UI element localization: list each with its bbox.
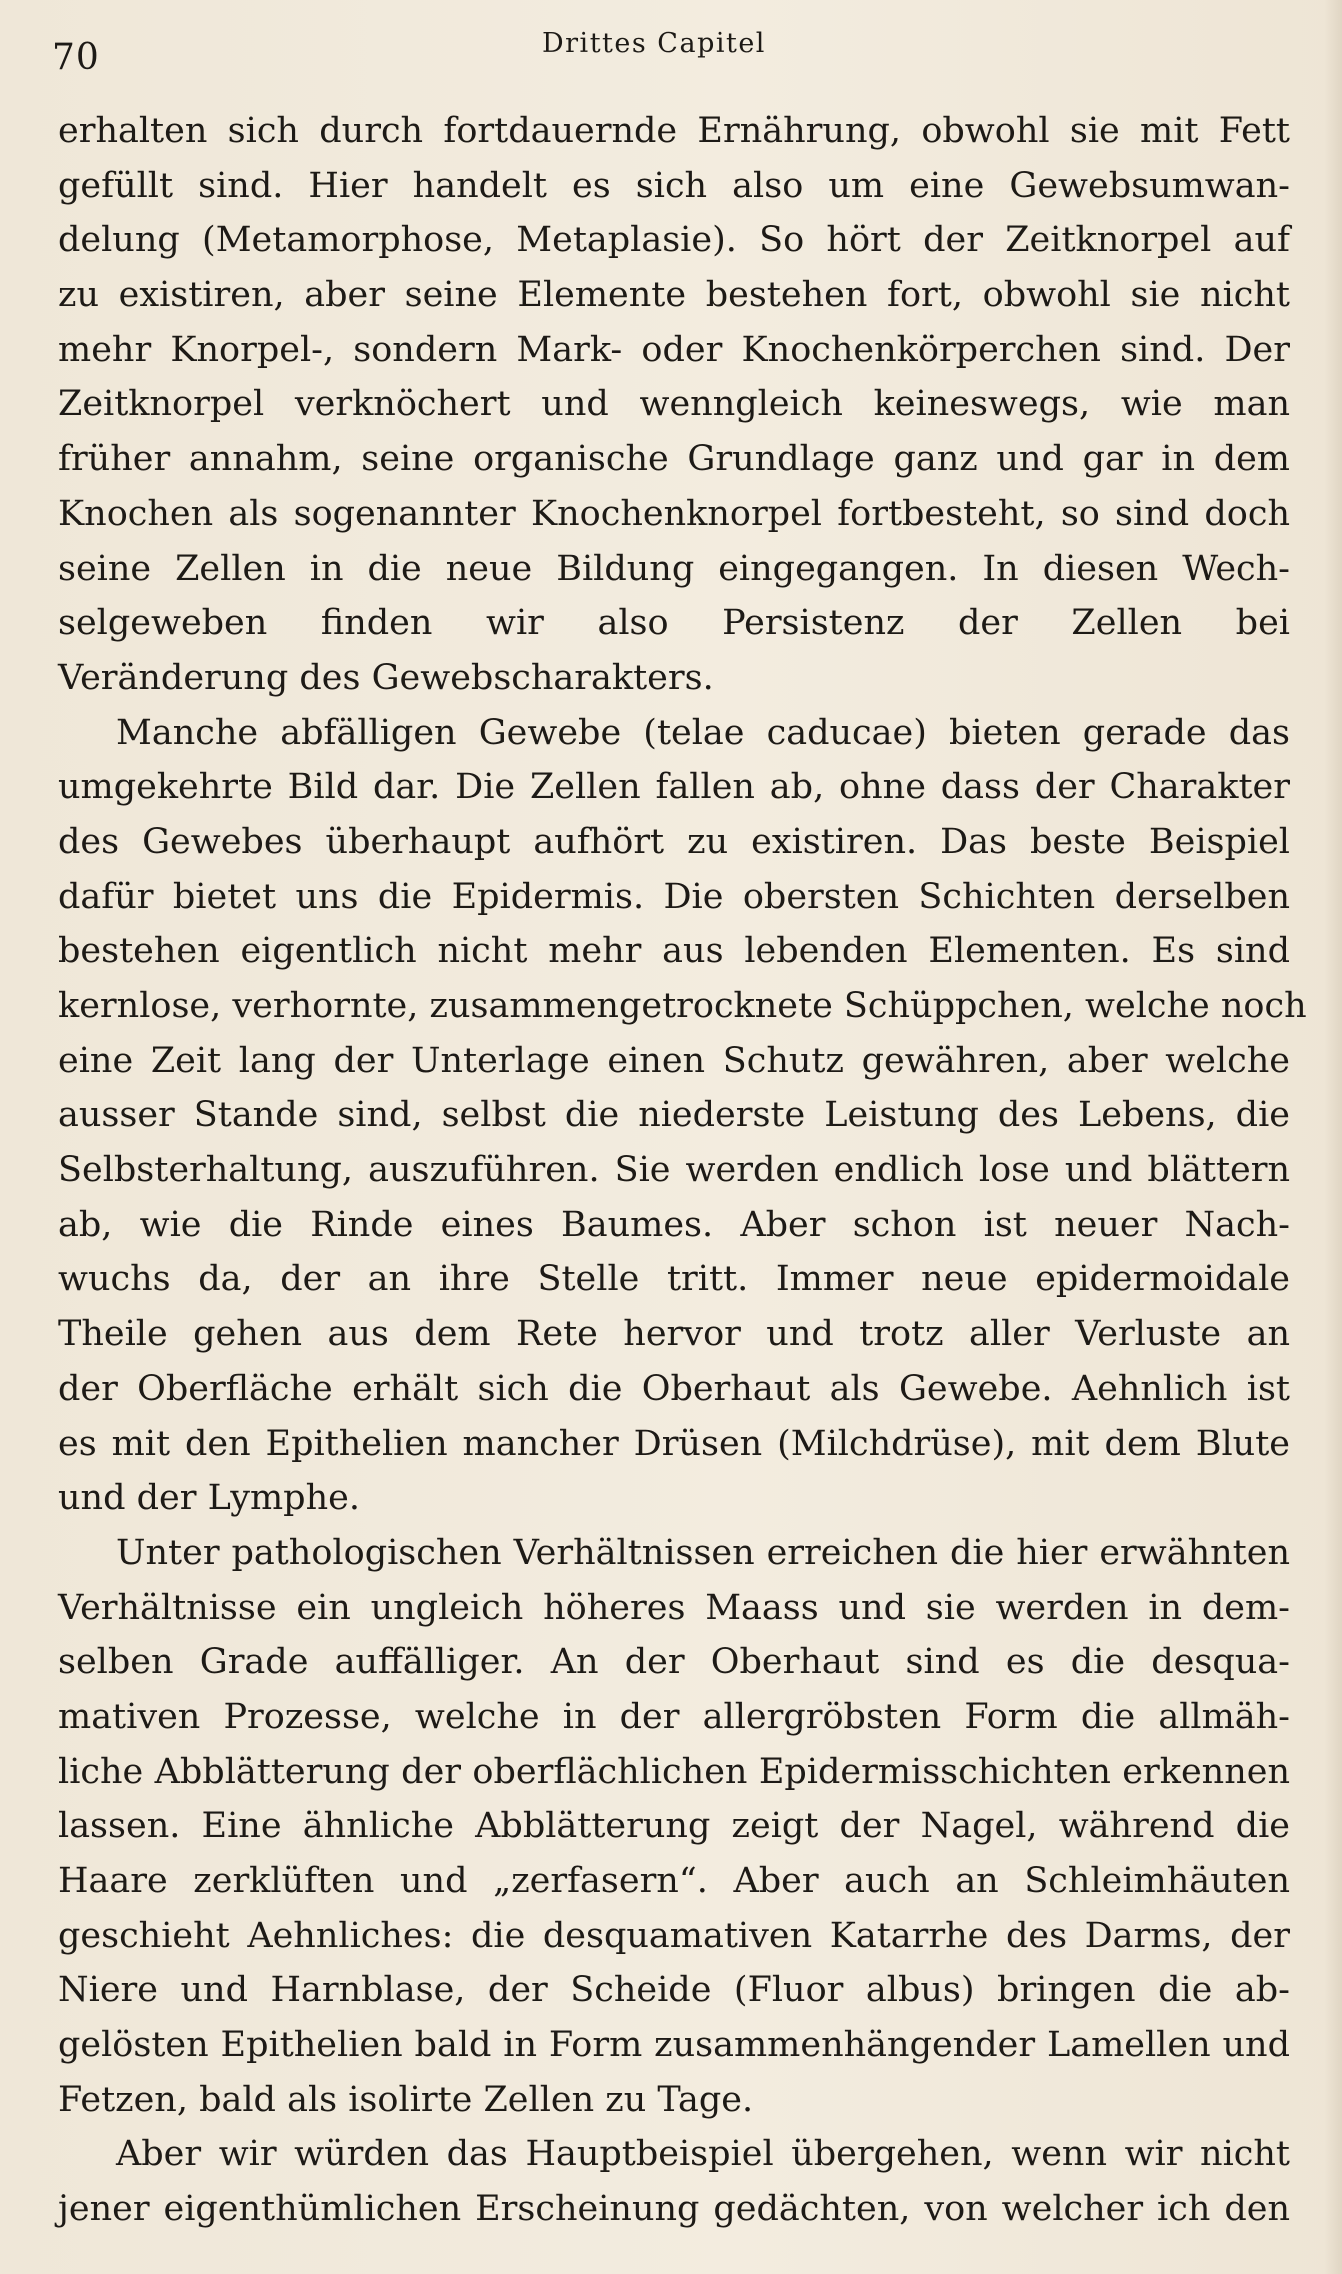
text-line: erhalten sich durch fortdauernde Ernährung, obwohl sie mit Fett — [58, 111, 1290, 151]
text-line: der Oberfläche erhält sich die Oberhaut als Gewebe. Aehnlich ist — [58, 1368, 1290, 1409]
body-text — [58, 104, 1307, 2237]
running-title: Drittes Capitel — [542, 28, 766, 59]
text-line: Zeitknorpel verknöchert und wenngleich keineswegs, wie man — [58, 384, 1290, 425]
text-line: umgekehrte Bild dar. Die Zellen fallen ab, ohne dass der Charakter — [58, 767, 1290, 808]
page-edge-shadow — [1324, 0, 1342, 2274]
text-line: Manche abfälligen Gewebe (telae caducae) bieten gerade das — [116, 712, 1290, 753]
text-line: und der Lymphe. — [58, 1478, 360, 1519]
text-line: Haare zerklüften und „zerfasern“. Aber auch an Schleimhäuten — [58, 1861, 1290, 1901]
paragraph-2 — [58, 706, 1307, 1526]
text-line: mehr Knorpel-, sondern Mark- oder Knochenkörperchen sind. Der — [58, 329, 1290, 370]
text-line: delung (Metamorphose, Metaplasie). So hört der Zeitknorpel auf — [58, 220, 1290, 261]
text-line: lassen. Eine ähnliche Abblätterung zeigt der Nagel, während die — [58, 1806, 1290, 1847]
text-line: Niere und Harnblase, der Scheide (Fluor albus) bringen die ab- — [58, 1970, 1290, 2011]
text-line: kernlose, verhornte, zusammengetrocknete Schüppchen, welche noch — [58, 986, 1307, 1026]
text-line: dafür bietet uns die Epidermis. Die obersten Schichten derselben — [58, 876, 1290, 917]
text-line: früher annahm, seine organische Grundlage ganz und gar in dem — [58, 439, 1290, 480]
text-line: geschieht Aehnliches: die desquamativen Katarrhe des Darms, der — [58, 1915, 1290, 1956]
text-line: wuchs da, der an ihre Stelle tritt. Immer neue epidermoidale — [58, 1259, 1290, 1300]
text-line: bestehen eigentlich nicht mehr aus lebenden Elementen. Es sind — [58, 931, 1290, 972]
text-line: Fetzen, bald als isolirte Zellen zu Tage. — [58, 2079, 754, 2120]
text-line: Selbsterhaltung, auszuführen. Sie werden endlich lose und blättern — [58, 1150, 1290, 1191]
paragraph-4 — [58, 2127, 1290, 2236]
text-line: ausser Stande sind, selbst die niederste Leistung des Lebens, die — [58, 1095, 1290, 1136]
text-line: eine Zeit lang der Unterlage einen Schutz gewähren, aber welche — [58, 1040, 1290, 1081]
text-line: ab, wie die Rinde eines Baumes. Aber schon ist neuer Nach- — [58, 1204, 1290, 1245]
page-header — [52, 22, 1282, 82]
text-line: Aber wir würden das Hauptbeispiel übergehen, wenn wir nicht — [116, 2134, 1290, 2175]
text-line: zu existiren, aber seine Elemente bestehen fort, obwohl sie nicht — [58, 275, 1290, 316]
page-number: 70 — [52, 37, 100, 78]
text-line: selgeweben finden wir also Persistenz der Zellen bei — [58, 603, 1290, 644]
text-line: des Gewebes überhaupt aufhört zu existiren. Das beste Beispiel — [58, 821, 1290, 862]
text-line: Veränderung des Gewebscharakters. — [58, 657, 714, 698]
text-line: mativen Prozesse, welche in der allergröbsten Form die allmäh- — [58, 1696, 1290, 1737]
text-line: jener eigenthümlichen Erscheinung gedächten, von welcher ich den — [58, 2189, 1290, 2230]
text-line: Verhältnisse ein ungleich höheres Maass und sie werden in dem- — [58, 1587, 1290, 1628]
text-line: gelösten Epithelien bald in Form zusammenhängender Lamellen und — [58, 2025, 1290, 2066]
text-line: Knochen als sogenannter Knochenknorpel fortbesteht, so sind doch — [58, 493, 1290, 534]
text-line: Unter pathologischen Verhältnissen erreichen die hier erwähnten — [116, 1532, 1290, 1573]
paragraph-3 — [58, 1526, 1290, 2128]
text-line: es mit den Epithelien mancher Drüsen (Milchdrüse), mit dem Blute — [58, 1423, 1290, 1464]
text-line: seine Zellen in die neue Bildung eingegangen. In diesen Wech- — [58, 548, 1290, 589]
text-line: gefüllt sind. Hier handelt es sich also um eine Gewebsumwan- — [58, 165, 1290, 206]
text-line: Theile gehen aus dem Rete hervor und trotz aller Verluste an — [58, 1314, 1290, 1355]
text-line: liche Abblätterung der oberflächlichen Epidermisschichten erkennen — [58, 1751, 1290, 1792]
paragraph-1 — [58, 104, 1290, 706]
text-line: selben Grade auffälliger. An der Oberhaut sind es die desqua- — [58, 1642, 1290, 1683]
